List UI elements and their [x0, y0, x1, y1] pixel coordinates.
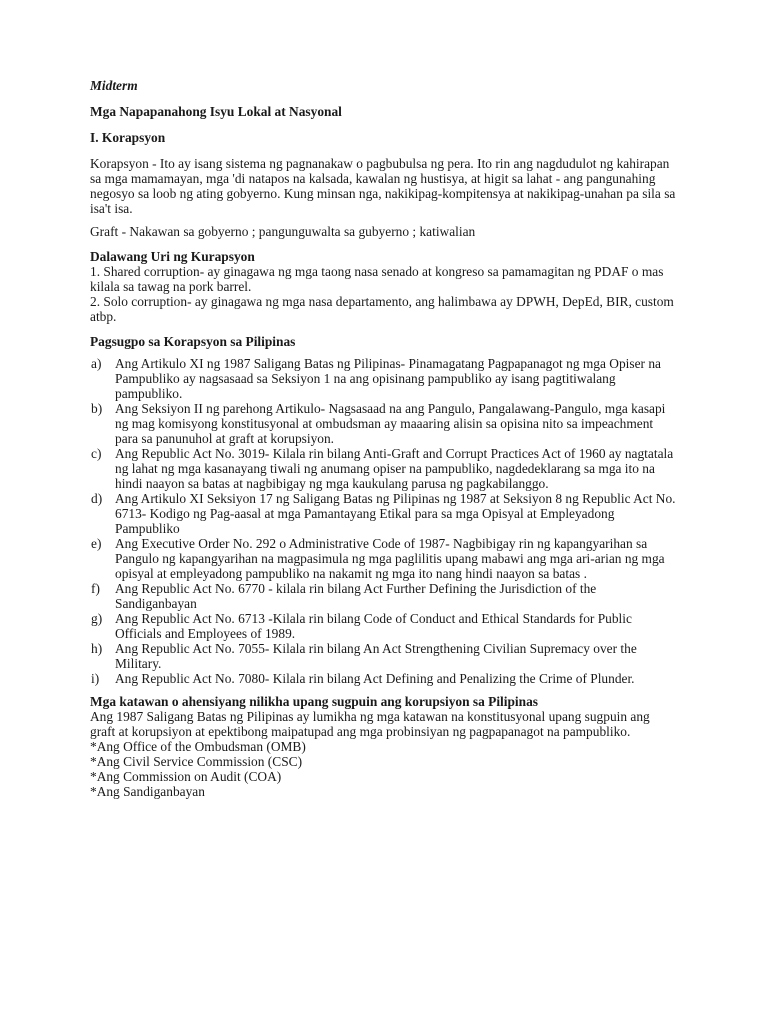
- list-item: [90, 611, 678, 641]
- list-marker: b): [91, 401, 103, 416]
- list-item-text: Ang Republic Act No. 7055- Kilala rin bilang An Act Strengthening Civilian Supremacy over the Military.: [115, 641, 637, 671]
- list-item-text: Ang Executive Order No. 292 o Administrative Code of 1987- Nagbibigay rin ng kapangyarihan sa Pangulo ng kapangyarihan na magpasimula ng mga paglilitis upang mabawi ang mga ari-arian ng mga opisyal at empleyadong pampubliko na nakamit ng mga ito nang hindi naayon sa batas .: [115, 536, 665, 581]
- document-label: Midterm: [90, 78, 138, 93]
- list-marker: e): [91, 536, 102, 551]
- list-item: [90, 581, 678, 611]
- suppression-list: [90, 356, 678, 686]
- section-heading-korapsyon: I. Korapsyon: [90, 130, 166, 145]
- document-title: Mga Napapanahong Isyu Lokal at Nasyonal: [90, 104, 342, 119]
- list-marker: f): [91, 581, 100, 596]
- types-of-corruption: [90, 249, 678, 324]
- agencies-heading: Mga katawan o ahensiyang nilikha upang sugpuin ang korupsiyon sa Pilipinas: [90, 694, 539, 709]
- list-item-text: Ang Republic Act No. 6770 - kilala rin bilang Act Further Defining the Jurisdiction of the Sandiganbayan: [115, 581, 597, 611]
- types-item-shared: 1. Shared corruption- ay ginagawa ng mga taong nasa senado at kongreso sa pamamagitan ng PDAF o mas kilala sa tawag na pork barrel.: [90, 264, 664, 294]
- list-item: [90, 446, 678, 491]
- agency-item-csc: *Ang Civil Service Commission (CSC): [90, 754, 303, 769]
- list-item: [90, 641, 678, 671]
- types-heading: Dalawang Uri ng Kurapsyon: [90, 249, 255, 264]
- list-item-text: Ang Artikulo XI ng 1987 Saligang Batas ng Pilipinas- Pinamagatang Pagpapanagot ng mga Opiser na Pampubliko ay nagsasaad sa Seksiyon 1 na ang opisinang pampubliko ay isang pagtitiwalang pampubliko.: [115, 356, 661, 401]
- list-item-text: Ang Republic Act No. 3019- Kilala rin bilang Anti-Graft and Corrupt Practices Act of 1960 ay nagtatala ng lahat ng mga kasanayang tiwali ng anumang opiser na pampubliko, nagdedeklarang sa mga ito na hindi naayon sa batas at nagbibigay ng mga kaukulang parusa ng pagkabilanggo.: [115, 446, 674, 491]
- list-item-text: Ang Republic Act No. 6713 -Kilala rin bilang Code of Conduct and Ethical Standards for Public Officials and Employees of 1989.: [115, 611, 632, 641]
- graft-definition: Graft - Nakawan sa gobyerno ; pangunguwalta sa gubyerno ; katiwalian: [90, 224, 476, 239]
- list-item-text: Ang Artikulo XI Seksiyon 17 ng Saligang Batas ng Pilipinas ng 1987 at Seksiyon 8 ng Republic Act No. 6713- Kodigo ng Pag-aasal at mga Pamantayang Etikal para sa mga Opisyal at Empleyadong Pampubliko: [115, 491, 676, 536]
- list-marker: c): [91, 446, 102, 461]
- agencies-section: [90, 694, 678, 799]
- types-item-solo: 2. Solo corruption- ay ginagawa ng mga nasa departamento, ang halimbawa ay DPWH, DepEd, BIR, custom atbp.: [90, 294, 674, 324]
- intro-paragraph: Korapsyon - Ito ay isang sistema ng pagnanakaw o pagbubulsa ng pera. Ito rin ang nagdudulot ng kahirapan sa mga mamamayan, mga 'di natapos na kalsada, kawalan ng hustisya, at higit sa lahat - ang pangunahing negosyo sa loob ng ating gobyerno. Kung minsan nga, nakikipag-kompitensya at nakikipag-unahan pa sila sa isa't isa.: [90, 156, 676, 216]
- list-item: [90, 356, 678, 401]
- list-item: [90, 671, 678, 686]
- list-item-text: Ang Republic Act No. 7080- Kilala rin bilang Act Defining and Penalizing the Crime of Plunder.: [115, 671, 635, 686]
- list-marker: g): [91, 611, 103, 626]
- list-marker: d): [91, 491, 103, 506]
- agencies-intro: Ang 1987 Saligang Batas ng Pilipinas ay lumikha ng mga katawan na konstitusyonal upang sugpuin ang graft at korupsiyon at epektibong maipatupad ang mga probinsiyan ng pagpapanagot na pampubliko.: [90, 709, 650, 739]
- list-marker: i): [91, 671, 100, 686]
- list-marker: h): [91, 641, 103, 656]
- agency-item-coa: *Ang Commission on Audit (COA): [90, 769, 282, 784]
- list-marker: a): [91, 356, 102, 371]
- agency-item-ombudsman: *Ang Office of the Ombudsman (OMB): [90, 739, 306, 754]
- agency-item-sandiganbayan: *Ang Sandiganbayan: [90, 784, 205, 799]
- list-item: [90, 536, 678, 581]
- list-item: [90, 401, 678, 446]
- suppression-heading: Pagsugpo sa Korapsyon sa Pilipinas: [90, 334, 296, 349]
- list-item-text: Ang Seksiyon II ng parehong Artikulo- Nagsasaad na ang Pangulo, Pangalawang-Pangulo, mga kasapi ng mag komisyong konstitusyonal at ombudsman ay maaaring alisin sa opisina nito sa impeachment para sa panunuhol at graft at korupsiyon.: [115, 401, 666, 446]
- list-item: [90, 491, 678, 536]
